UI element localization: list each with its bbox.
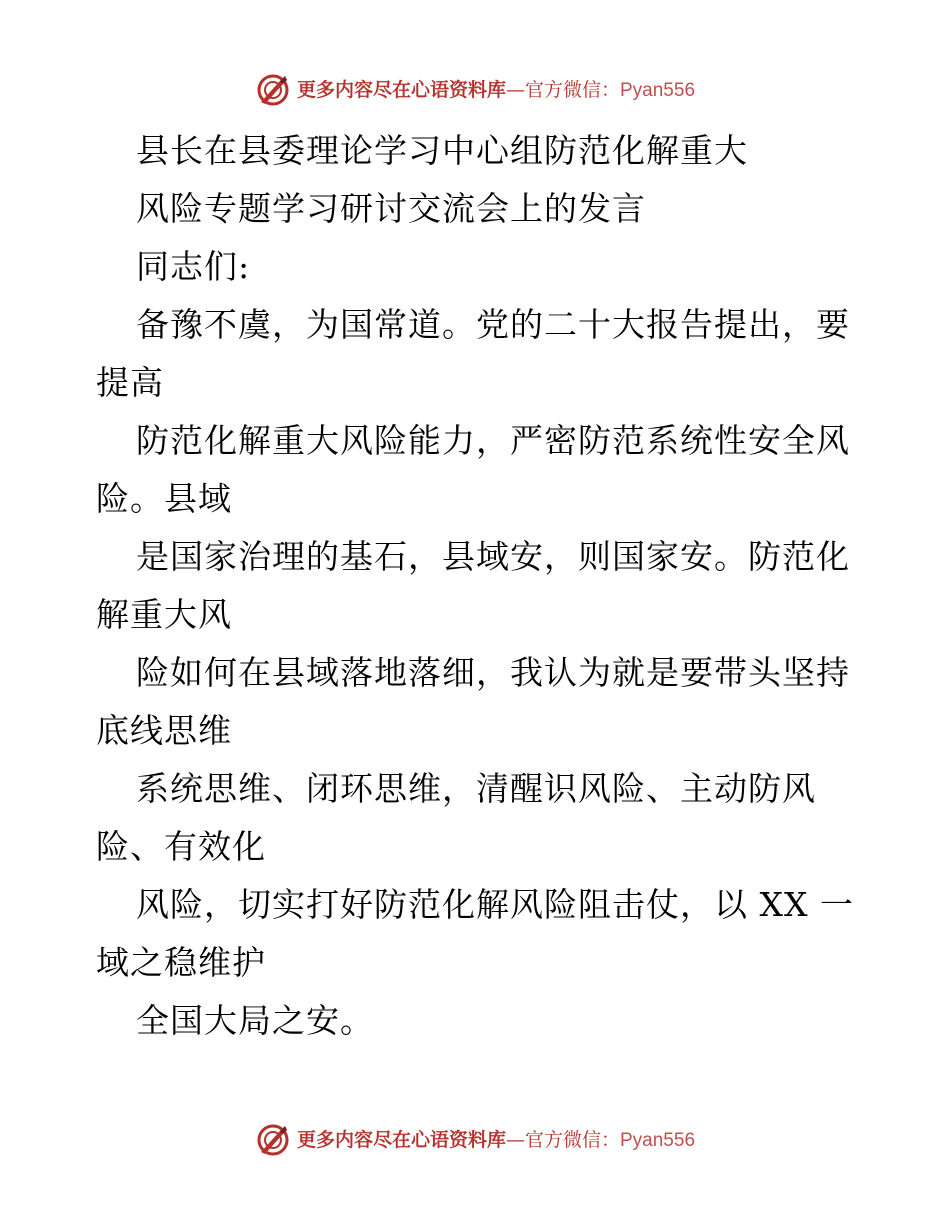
watermark-sub-text: 官方微信： bbox=[524, 78, 620, 101]
text-line: 风险专题学习研讨交流会上的发言 bbox=[136, 189, 646, 228]
watermark-sub-text: 官方微信： bbox=[524, 1128, 620, 1151]
text-line: 解重大风 bbox=[96, 595, 232, 634]
pen-logo-icon bbox=[255, 72, 291, 108]
text-line: 备豫不虞，为国常道。党的二十大报告提出，要 bbox=[136, 305, 850, 344]
pen-logo-icon bbox=[255, 1122, 291, 1158]
text-line: 险如何在县域落地落细，我认为就是要带头坚持 bbox=[136, 653, 850, 692]
watermark-id: Pyan556 bbox=[620, 1129, 696, 1151]
text-line: 险、有效化 bbox=[96, 827, 266, 866]
watermark-text bbox=[296, 1128, 696, 1151]
text-line: 险。县域 bbox=[96, 479, 232, 518]
header-watermark bbox=[0, 68, 950, 112]
text-line: 风险，切实打好防范化解风险阻击仗，以 XX 一 bbox=[136, 885, 854, 924]
text-line: 域之稳维护 bbox=[96, 943, 266, 982]
watermark-main-text: 更多内容尽在心语资料库 bbox=[296, 78, 506, 101]
watermark-text bbox=[296, 78, 696, 101]
footer-watermark bbox=[0, 1118, 950, 1162]
watermark-dash: — bbox=[505, 78, 525, 101]
watermark-id: Pyan556 bbox=[620, 79, 696, 101]
watermark-main-text: 更多内容尽在心语资料库 bbox=[296, 1128, 506, 1151]
document-body bbox=[96, 122, 856, 1050]
text-line: 系统思维、闭环思维，清醒识风险、主动防风 bbox=[136, 769, 816, 808]
text-line: 是国家治理的基石，县域安，则国家安。防范化 bbox=[136, 537, 850, 576]
text-line: 底线思维 bbox=[96, 711, 232, 750]
text-line: 提高 bbox=[96, 363, 164, 402]
text-line: 同志们: bbox=[136, 247, 251, 286]
text-line: 防范化解重大风险能力，严密防范系统性安全风 bbox=[136, 421, 850, 460]
watermark-dash: — bbox=[505, 1128, 525, 1151]
text-line: 全国大局之安。 bbox=[136, 1001, 374, 1040]
text-line: 县长在县委理论学习中心组防范化解重大 bbox=[136, 131, 748, 170]
